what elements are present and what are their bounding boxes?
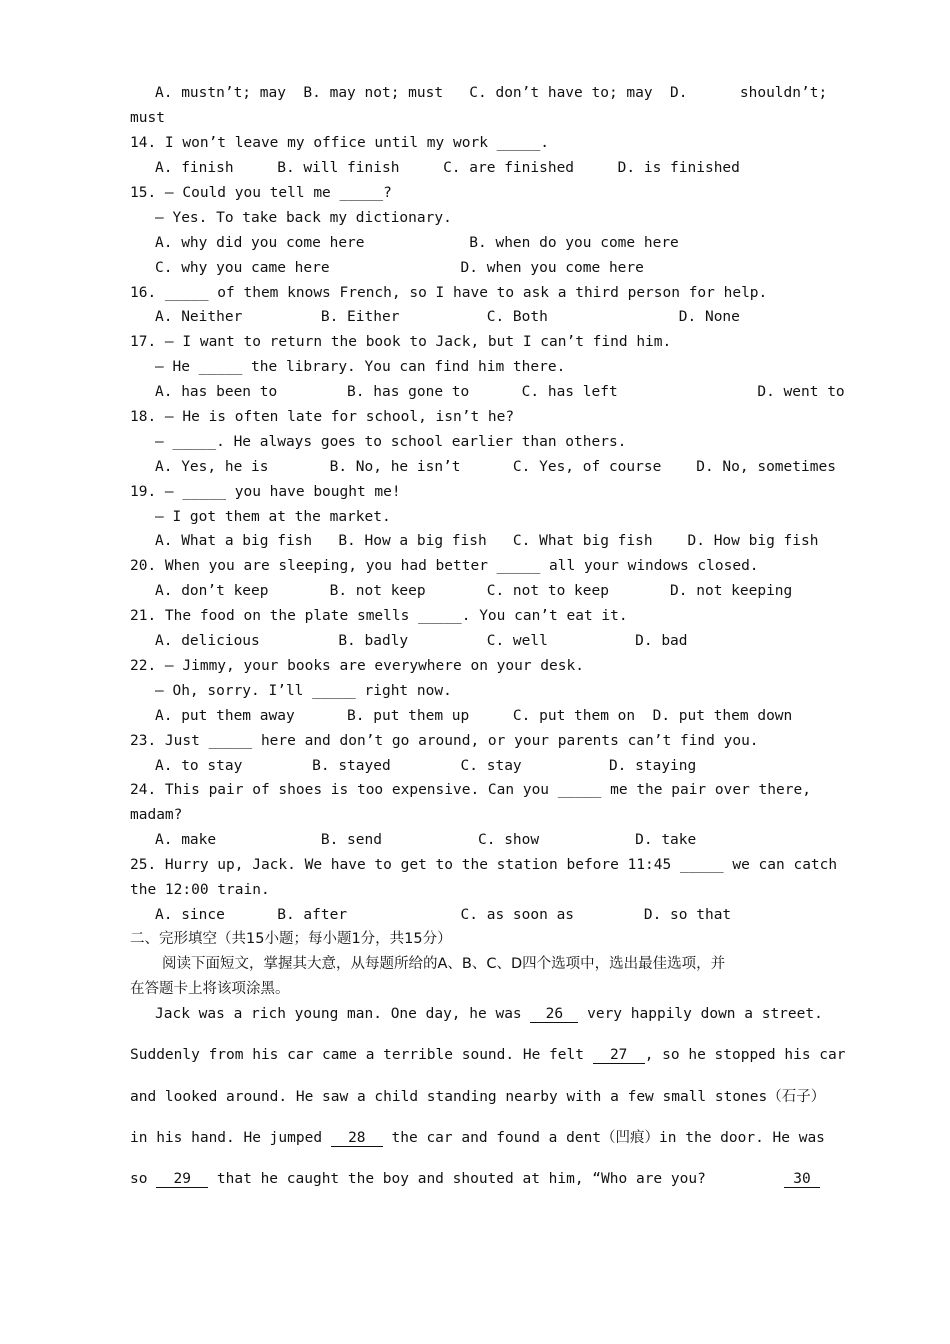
q17-stem: 17. — I want to return the book to Jack, but I can’t find him. xyxy=(130,334,672,350)
passage-line xyxy=(130,1128,825,1148)
section-instructions-wrap: 在答题卡上将该项涂黑。 xyxy=(130,981,290,997)
q14-options: A. finish B. will finish C. are finished D. is finished xyxy=(155,160,740,176)
q19-stem: 19. — _____ you have bought me! xyxy=(130,484,401,500)
q17-options: A. has been to B. has gone to C. has left D. went to xyxy=(155,384,845,400)
passage-text: so xyxy=(130,1171,157,1187)
q15-stem: 15. — Could you tell me _____? xyxy=(130,185,392,201)
cloze-blank-26: 26 xyxy=(530,1006,578,1023)
q18-options: A. Yes, he is B. No, he isn’t C. Yes, of course D. No, sometimes xyxy=(155,459,836,475)
q18-reply: — _____. He always goes to school earlier than others. xyxy=(155,434,627,450)
q25-stem-wrap: the 12:00 train. xyxy=(130,882,270,898)
cloze-blank-29: 29 xyxy=(156,1171,208,1188)
q23-stem: 23. Just _____ here and don’t go around, or your parents can’t find you. xyxy=(130,733,759,749)
q20-options: A. don’t keep B. not keep C. not to keep D. not keeping xyxy=(155,583,793,599)
q15-reply: — Yes. To take back my dictionary. xyxy=(155,210,452,226)
q25-stem: 25. Hurry up, Jack. We have to get to the station before 11:45 _____ we can catch xyxy=(130,857,838,873)
passage-text: the car and found a dent（凹痕）in the door. He was xyxy=(382,1130,825,1146)
q24-stem-wrap: madam? xyxy=(130,807,183,823)
q24-options: A. make B. send C. show D. take xyxy=(155,832,697,848)
section-instructions: 阅读下面短文，掌握其大意，从每题所给的A、B、C、D四个选项中，选出最佳选项，并 xyxy=(162,956,726,972)
passage-text: , so he stopped his car xyxy=(644,1047,846,1063)
q24-stem: 24. This pair of shoes is too expensive. Can you _____ me the pair over there, xyxy=(130,782,811,798)
q16-options: A. Neither B. Either C. Both D. None xyxy=(155,309,740,325)
passage-text: Jack was a rich young man. One day, he was xyxy=(155,1006,531,1022)
q22-stem: 22. — Jimmy, your books are everywhere on your desk. xyxy=(130,658,584,674)
q19-reply: — I got them at the market. xyxy=(155,509,391,525)
q14-stem: 14. I won’t leave my office until my work _____. xyxy=(130,135,550,151)
cloze-blank-27: 27 xyxy=(593,1047,645,1064)
passage-line xyxy=(784,1169,820,1189)
q18-stem: 18. — He is often late for school, isn’t he? xyxy=(130,409,515,425)
passage-line xyxy=(130,1169,706,1189)
q16-stem: 16. _____ of them knows French, so I have to ask a third person for help. xyxy=(130,285,768,301)
q20-stem: 20. When you are sleeping, you had better _____ all your windows closed. xyxy=(130,558,759,574)
q19-options: A. What a big fish B. How a big fish C. What big fish D. How big fish xyxy=(155,533,819,549)
passage-line xyxy=(155,1004,823,1024)
cloze-blank-30: 30 xyxy=(784,1171,820,1188)
q21-options: A. delicious B. badly C. well D. bad xyxy=(155,633,688,649)
q22-reply: — Oh, sorry. I’ll _____ right now. xyxy=(155,683,452,699)
q15-options-ab: A. why did you come here B. when do you come here xyxy=(155,235,679,251)
q13-options: A. mustn’t; may B. may not; must C. don’t have to; may D. shouldn’t; xyxy=(155,85,828,101)
section-heading: 二、完形填空（共15小题；每小题1分，共15分） xyxy=(130,931,452,947)
q13-options-wrap: must xyxy=(130,110,165,126)
cloze-blank-28: 28 xyxy=(331,1130,383,1147)
q25-options: A. since B. after C. as soon as D. so that xyxy=(155,907,732,923)
passage-text: in his hand. He jumped xyxy=(130,1130,331,1146)
passage-line xyxy=(130,1087,825,1107)
passage-text: and looked around. He saw a child standing nearby with a few small stones（石子） xyxy=(130,1089,826,1105)
q17-reply: — He _____ the library. You can find him there. xyxy=(155,359,566,375)
passage-text: Suddenly from his car came a terrible sound. He felt xyxy=(130,1047,593,1063)
q22-options: A. put them away B. put them up C. put them on D. put them down xyxy=(155,708,793,724)
q21-stem: 21. The food on the plate smells _____. You can’t eat it. xyxy=(130,608,628,624)
q23-options: A. to stay B. stayed C. stay D. staying xyxy=(155,758,697,774)
passage-text: that he caught the boy and shouted at him, “Who are you? xyxy=(208,1171,706,1187)
passage-text: very happily down a street. xyxy=(578,1006,823,1022)
q15-options-cd: C. why you came here D. when you come here xyxy=(155,260,644,276)
passage-line xyxy=(130,1045,845,1065)
